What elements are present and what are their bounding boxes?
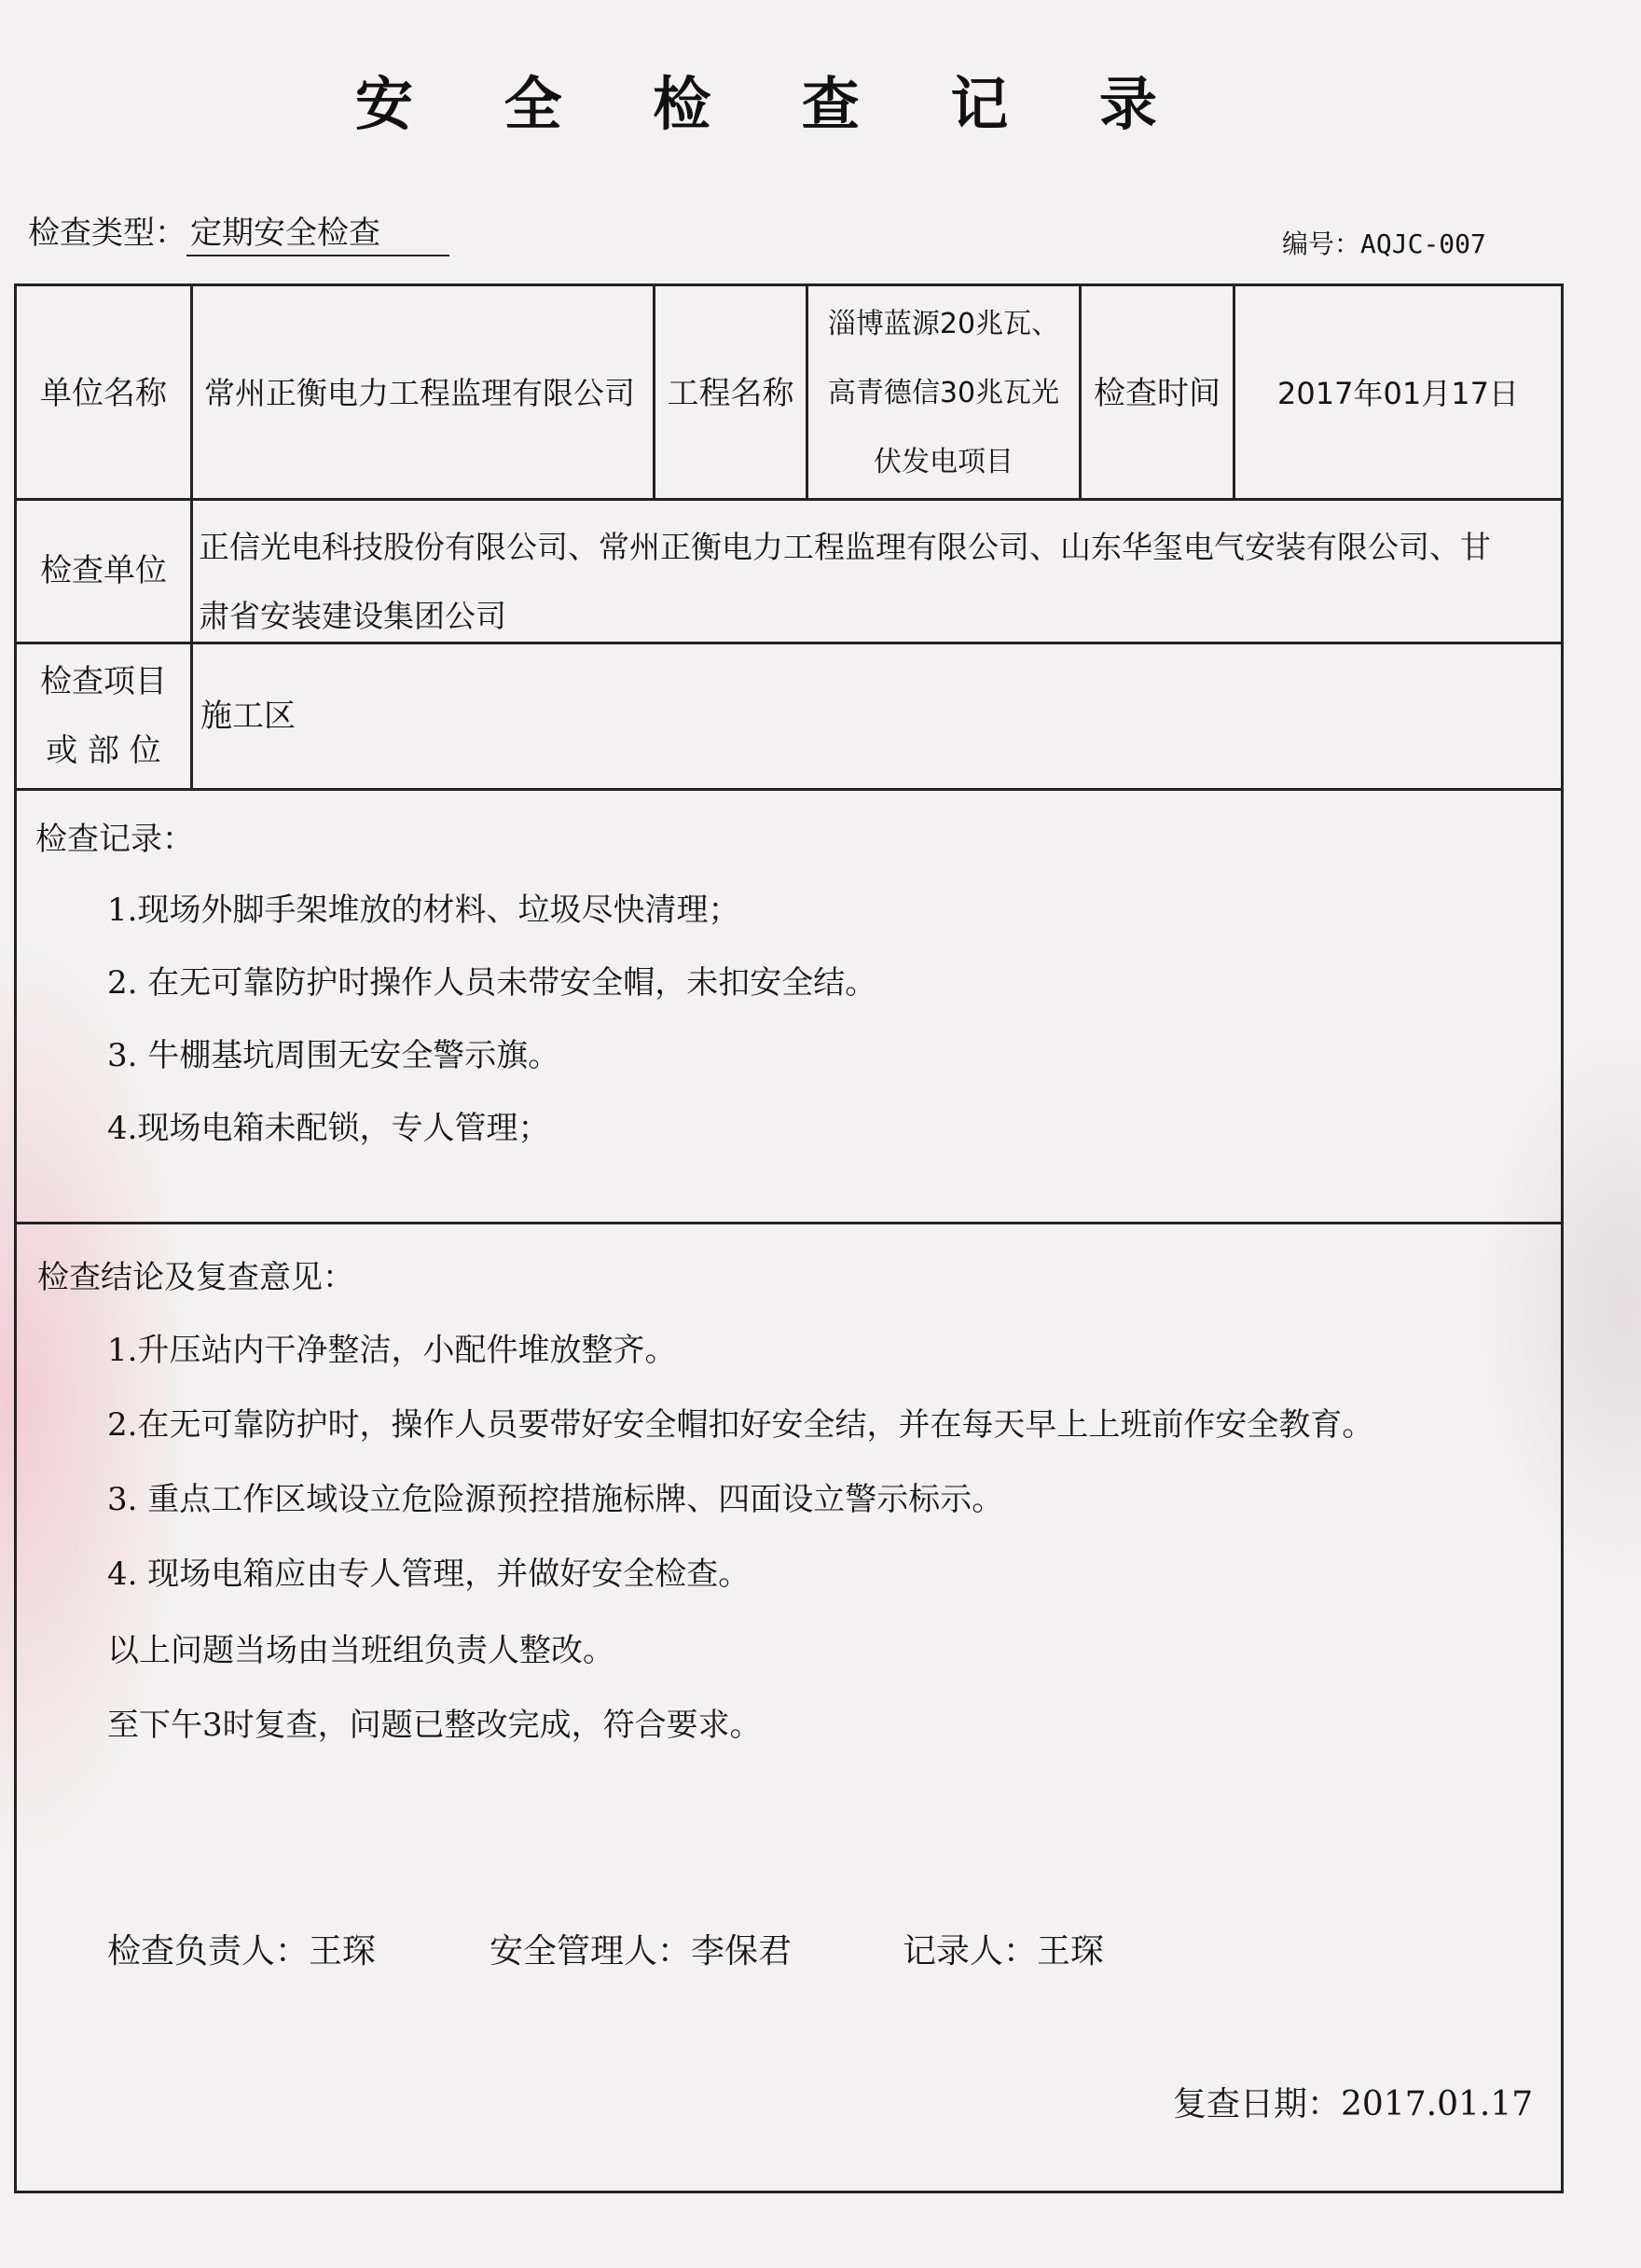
record-heading: 检查记录： bbox=[35, 821, 194, 858]
inspection-type-label: 检查类型： bbox=[28, 214, 186, 252]
inspection-type-line bbox=[28, 207, 449, 256]
inspection-area-label-line: 或 部 位 bbox=[46, 732, 161, 769]
serial-label: 编号： bbox=[1282, 228, 1361, 259]
row-divider bbox=[14, 498, 1564, 501]
recorder-signature bbox=[903, 1925, 1104, 1972]
serial-value: AQJC-007 bbox=[1360, 228, 1486, 259]
review-date-label: 复查日期： bbox=[1173, 2085, 1342, 2123]
recorder-name: 王琛 bbox=[1037, 1932, 1105, 1971]
conclusion-item: 2.在无可靠防护时，操作人员要带好安全帽扣好安全结，并在每天早上上班前作安全教育。 bbox=[107, 1406, 1374, 1444]
serial-number bbox=[1282, 224, 1486, 261]
conclusion-heading: 检查结论及复查意见： bbox=[37, 1259, 354, 1296]
safety-manager-name: 李保君 bbox=[691, 1932, 793, 1971]
project-name-value bbox=[808, 289, 1079, 498]
review-date bbox=[1173, 2078, 1533, 2125]
lead-inspector-label: 检查负责人： bbox=[107, 1932, 310, 1971]
safety-manager-signature bbox=[490, 1925, 792, 1972]
inspection-area-label bbox=[17, 644, 190, 788]
inspection-area-label-line: 检查项目 bbox=[40, 663, 167, 700]
row-divider bbox=[14, 1222, 1564, 1224]
record-item: 4.现场电箱未配锁，专人管理； bbox=[107, 1110, 550, 1147]
inspector-unit-label: 检查单位 bbox=[40, 552, 167, 589]
record-item: 3. 牛棚基坑周围无安全警示旗。 bbox=[107, 1037, 560, 1074]
record-item: 2. 在无可靠防护时操作人员未带安全帽，未扣安全结。 bbox=[107, 964, 877, 1002]
project-name-line: 高青德信30兆瓦光 bbox=[827, 377, 1060, 409]
recorder-label: 记录人： bbox=[903, 1932, 1038, 1971]
project-name-line: 伏发电项目 bbox=[874, 446, 1014, 478]
document-title: 安 全 检 查 记 录 bbox=[355, 70, 1193, 138]
project-name-label: 工程名称 bbox=[667, 374, 794, 412]
inspector-unit-value: 正信光电科技股份有限公司、常州正衡电力工程监理有限公司、山东华玺电气安装有限公司、甘肃省安装建设集团公司 bbox=[199, 529, 1491, 634]
record-item: 1.现场外脚手架堆放的材料、垃圾尽快清理； bbox=[107, 892, 740, 929]
inspection-area-value: 施工区 bbox=[200, 697, 296, 735]
conclusion-item: 以上问题当场由当班组负责人整改。 bbox=[107, 1632, 614, 1669]
conclusion-item: 1.升压站内干净整洁，小配件堆放整齐。 bbox=[107, 1332, 677, 1369]
row-divider bbox=[14, 788, 1564, 791]
inspection-time-value: 2017年01月17日 bbox=[1277, 376, 1519, 411]
unit-name-value: 常州正衡电力工程监理有限公司 bbox=[204, 375, 635, 412]
unit-name-label: 单位名称 bbox=[40, 374, 167, 412]
inspection-type-value: 定期安全检查 bbox=[186, 207, 449, 256]
project-name-line: 淄博蓝源20兆瓦、 bbox=[827, 308, 1060, 340]
conclusion-item: 至下午3时复查，问题已整改完成，符合要求。 bbox=[107, 1707, 762, 1744]
inspection-time-label: 检查时间 bbox=[1094, 374, 1220, 412]
safety-manager-label: 安全管理人： bbox=[490, 1932, 692, 1971]
lead-inspector-signature bbox=[107, 1925, 376, 1972]
conclusion-item: 3. 重点工作区域设立危险源预控措施标牌、四面设立警示标示。 bbox=[107, 1481, 1004, 1518]
conclusion-item: 4. 现场电箱应由专人管理，并做好安全检查。 bbox=[107, 1556, 751, 1593]
lead-inspector-name: 王琛 bbox=[309, 1932, 377, 1971]
review-date-value: 2017.01.17 bbox=[1341, 2085, 1534, 2123]
